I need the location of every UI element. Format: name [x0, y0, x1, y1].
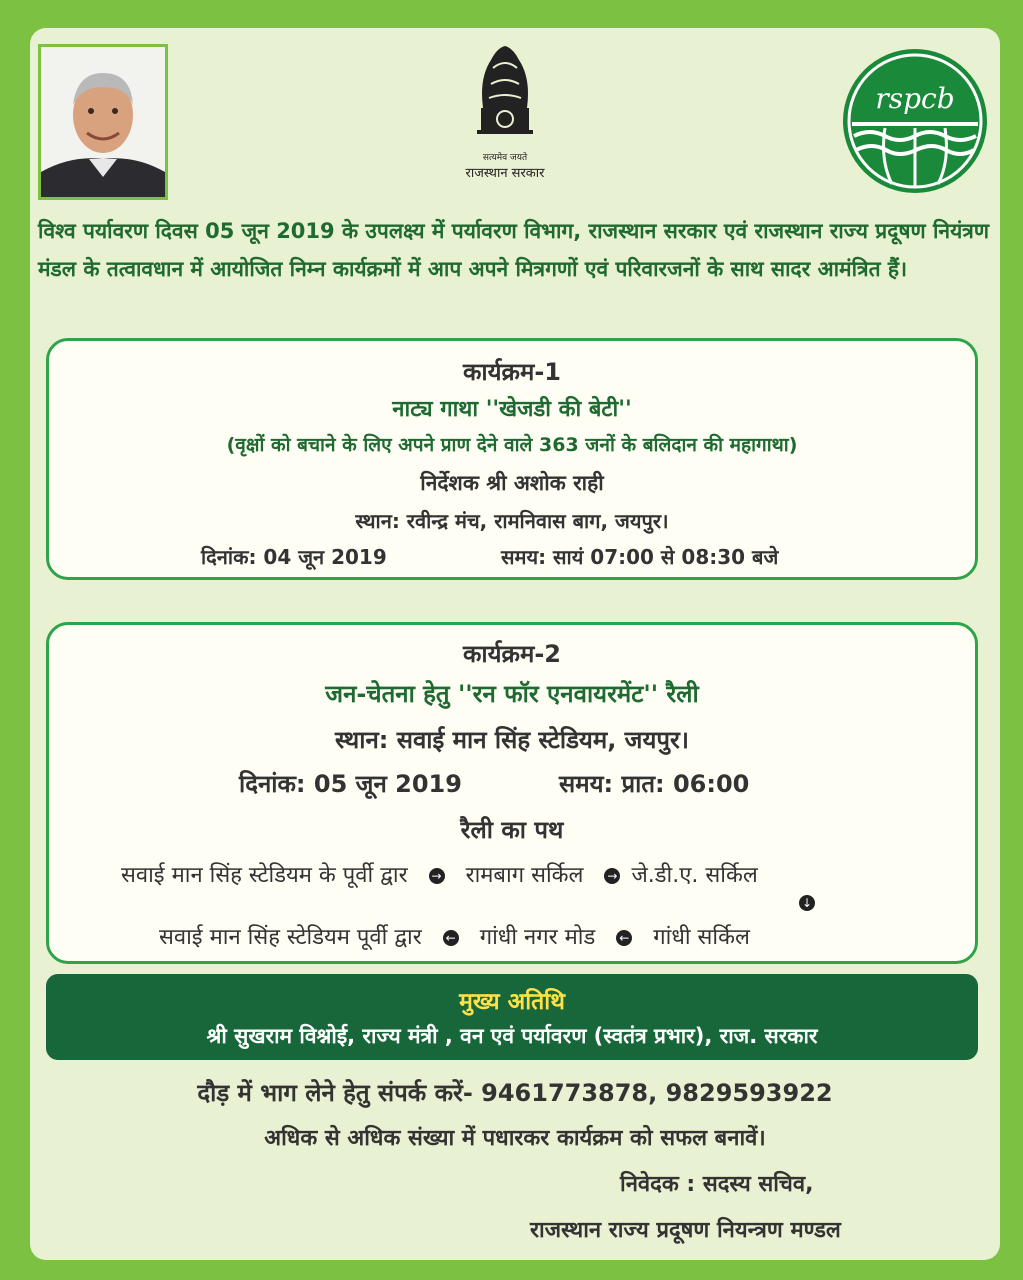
- route-stop: गांधी सर्किल: [653, 925, 750, 950]
- arrow-right-icon: →: [604, 868, 620, 884]
- program-2-box: [46, 622, 978, 964]
- signature-line-1: निवेदक : सदस्य सचिव,: [620, 1172, 814, 1197]
- arrow-left-icon: ←: [616, 930, 632, 946]
- contact-line: दौड़ में भाग लेने हेतु संपर्क करें- 9461773878, 9829593922: [197, 1079, 833, 1107]
- program-2-title: कार्यक्रम-2: [462, 640, 561, 668]
- ashoka-emblem-icon: [463, 38, 547, 150]
- arrow-down-icon: ↓: [799, 895, 815, 911]
- program-1-name: नाट्य गाथा ''खेजडी की बेटी'': [392, 397, 632, 422]
- chief-guest-banner: [46, 974, 978, 1060]
- appeal-line: अधिक से अधिक संख्या में पधारकर कार्यक्रम को सफल बनावें।: [264, 1126, 766, 1151]
- program-1-box: [46, 338, 978, 580]
- chief-guest-title: मुख्य अतिथि: [459, 989, 565, 1015]
- route-stop: जे.डी.ए. सर्किल: [631, 863, 758, 888]
- program-1-title: कार्यक्रम-1: [462, 358, 561, 386]
- route-stop: सवाई मान सिंह स्टेडियम पूर्वी द्वार: [159, 925, 422, 950]
- chief-guest-name: श्री सुखराम विश्नोई, राज्य मंत्री , वन एवं पर्यावरण (स्वतंत्र प्रभार), राज. सरकार: [206, 1024, 818, 1048]
- program-1-time: समय: सायं 07:00 से 08:30 बजे: [501, 545, 779, 569]
- emblem-motto: सत्यमेव जयते: [482, 153, 528, 163]
- route-title: रैली का पथ: [460, 816, 564, 844]
- program-1-venue: स्थान: रवीन्द्र मंच, रामनिवास बाग, जयपुर।: [355, 509, 669, 533]
- rspcb-logo: [840, 46, 990, 196]
- route-stop: सवाई मान सिंह स्टेडियम के पूर्वी द्वार: [121, 863, 408, 888]
- program-1-director: निर्देशक श्री अशोक राही: [420, 471, 604, 495]
- route-stop: रामबाग सर्किल: [465, 863, 584, 888]
- route-row-1: [121, 859, 758, 889]
- arrow-left-icon: ←: [443, 930, 459, 946]
- route-row-2: [159, 921, 750, 951]
- route-stop: गांधी नगर मोड: [479, 925, 596, 950]
- program-2-venue: स्थान: सवाई मान सिंह स्टेडियम, जयपुर।: [335, 726, 689, 754]
- emblem-caption: राजस्थान सरकार: [465, 166, 545, 181]
- arrow-right-icon: →: [429, 868, 445, 884]
- invitation-card: [30, 28, 1000, 1260]
- signature-line-2: राजस्थान राज्य प्रदूषण नियन्त्रण मण्डल: [530, 1218, 841, 1243]
- portrait-photo: [38, 44, 168, 200]
- logo-text: rspcb: [875, 82, 955, 115]
- program-1-description: (वृक्षों को बचाने के लिए अपने प्राण देने वाले 363 जनों के बलिदान की महागाथा): [226, 434, 798, 456]
- program-1-date: दिनांक: 04 जून 2019: [201, 545, 387, 569]
- program-2-date: दिनांक: 05 जून 2019: [239, 770, 462, 798]
- program-2-time: समय: प्रात: 06:00: [559, 770, 750, 798]
- program-2-name: जन-चेतना हेतु ''रन फॉर एनवायरमेंट'' रैली: [325, 680, 699, 708]
- intro-paragraph: विश्व पर्यावरण दिवस 05 जून 2019 के उपलक्ष्य में पर्यावरण विभाग, राजस्थान सरकार एवं राजस्थान राज्य प्रदूषण नियंत्रण मंडल के तत्वावधान में आयोजित निम्न कार्यक्रमों में आप अपने मित्रगणों एवं परिवारजनों के साथ सादर आमंत्रित हैं।: [38, 219, 990, 281]
- state-emblem: [430, 38, 580, 181]
